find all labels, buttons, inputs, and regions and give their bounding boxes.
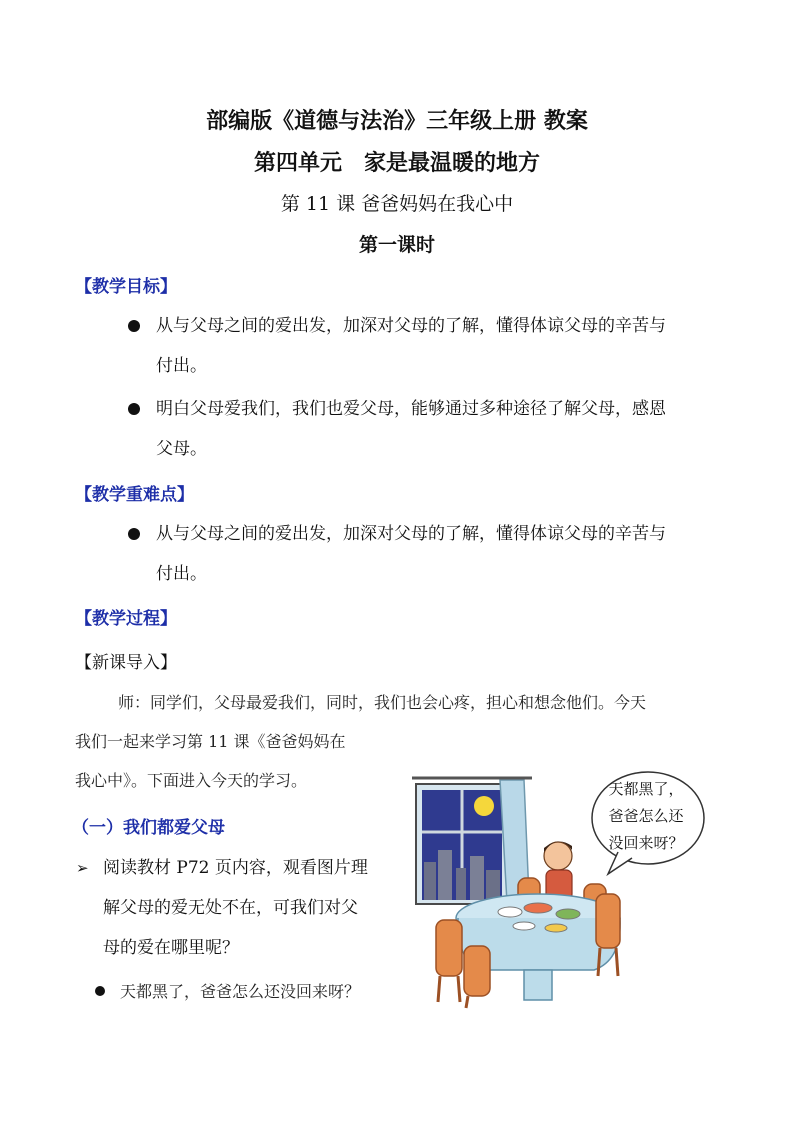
- document-title: 部编版《道德与法治》三年级上册 教案: [206, 108, 588, 134]
- bullet-icon: [128, 320, 140, 332]
- section1-heading: （一）我们都爱父母: [72, 818, 225, 838]
- speech-bubble-text: 天都黑了， 爸爸怎么还 没回来呀？: [608, 780, 684, 852]
- objective-item-2: 明白父母爱我们，我们也爱父母，能够通过多种途径了解父母，感恩 父母。: [156, 399, 666, 459]
- bullet-icon: [95, 986, 105, 996]
- reading-instruction: 阅读教材 P72 页内容，观看图片理 解父母的爱无处不在，可我们对父 母的爱在哪里呢？: [103, 858, 368, 958]
- bullet-icon: [128, 528, 140, 540]
- bullet-icon: [128, 403, 140, 415]
- objective-item-1: 从与父母之间的爱出发，加深对父母的了解，懂得体谅父母的辛苦与 付出。: [156, 316, 666, 376]
- intro-label: 【新课导入】: [75, 653, 177, 673]
- process-heading: 【教学过程】: [75, 609, 177, 629]
- intro-line-2: 我们一起来学习第 11 课《爸爸妈妈在: [75, 732, 346, 751]
- period-title: 第一课时: [358, 234, 435, 256]
- lesson-title: 第 11 课 爸爸妈妈在我心中: [280, 193, 514, 215]
- intro-line-1: 师：同学们，父母最爱我们，同时，我们也会心疼，担心和想念他们。今天: [118, 693, 647, 712]
- keypoint-item-1: 从与父母之间的爱出发，加深对父母的了解，懂得体谅父母的辛苦与 付出。: [156, 524, 666, 584]
- intro-line-3: 我心中》。下面进入今天的学习。: [75, 771, 308, 790]
- unit-title: 第四单元 家是最温暖的地方: [253, 150, 540, 176]
- keypoints-heading: 【教学重难点】: [75, 485, 194, 505]
- moon-icon: [474, 796, 494, 816]
- question-text: 天都黑了，爸爸怎么还没回来呀？: [120, 982, 361, 1001]
- arrow-bullet-icon: ➢: [76, 859, 89, 877]
- objectives-heading: 【教学目标】: [75, 277, 177, 297]
